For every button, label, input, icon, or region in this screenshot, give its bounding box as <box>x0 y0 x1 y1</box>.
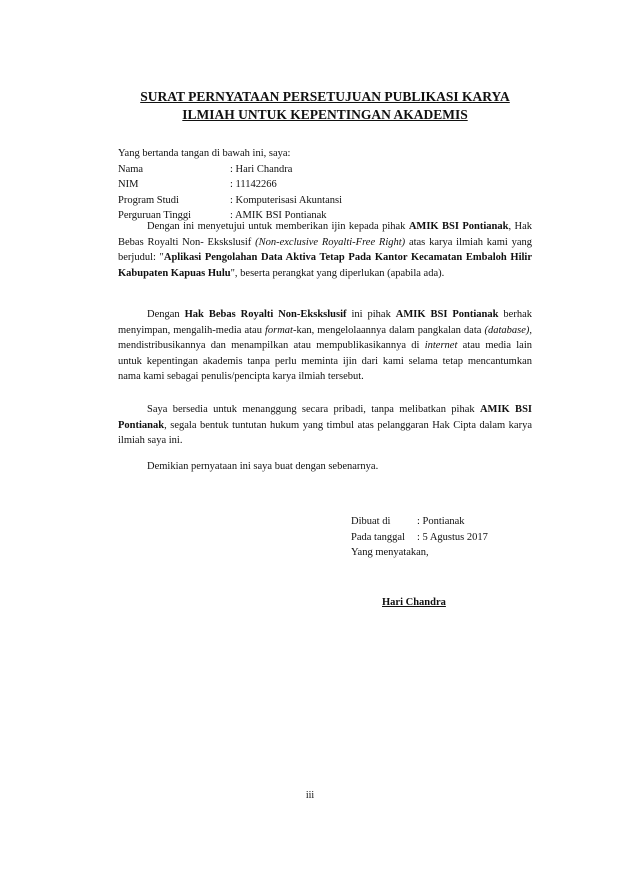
field-row-program <box>118 193 532 209</box>
closing-text: Yang menyatakan, <box>351 547 429 558</box>
date-label: Pada tanggal <box>351 531 405 543</box>
place-label: Dibuat di <box>351 516 391 527</box>
field-value: : Komputerisasi Akuntansi <box>230 194 342 206</box>
text-run: Saya bersedia untuk menanggung secara pribadi, tanpa melibatkan pihak <box>147 404 480 415</box>
date-value: : 5 Agustus 2017 <box>417 531 488 543</box>
signatory-name: Hari Chandra <box>382 597 446 608</box>
date-row <box>351 530 488 546</box>
text-run: , Hak Bebas Royalti Non- Ekskslusif <box>118 221 532 248</box>
text-run: ", beserta perangkat yang diperlukan (apabila ada). <box>230 267 445 279</box>
text-run: Dengan <box>147 309 185 320</box>
place-row <box>351 514 488 530</box>
text-run: ini pihak <box>346 309 396 320</box>
text-run-italic: internet <box>424 340 458 351</box>
field-value: : AMIK BSI Pontianak <box>230 210 327 221</box>
paragraph-closing: Demikian pernyataan ini saya buat dengan sebenarnya. <box>147 461 379 472</box>
field-value: : 11142266 <box>230 179 277 190</box>
title-line-2: ILMIAH UNTUK KEPENTINGAN AKADEMIS <box>182 107 468 122</box>
paragraph-liability <box>118 402 532 449</box>
paragraph-rights <box>118 307 532 385</box>
institution-name: AMIK BSI Pontianak <box>118 404 532 431</box>
field-row-name <box>118 162 532 178</box>
institution-name: AMIK BSI Pontianak <box>395 309 499 320</box>
text-run: , segala bentuk tuntutan hukum yang timbul atas pelanggaran Hak Cipta dalam karya ilmiah saya ini. <box>118 419 532 446</box>
text-run: Dengan ini menyetujui untuk memberikan ijin kepada pihak <box>147 221 409 232</box>
field-row-nim <box>118 177 532 193</box>
text-run: berhak menyimpan, mengalih-media atau <box>118 309 533 336</box>
field-label: Nama <box>118 163 144 175</box>
document-title <box>118 88 532 124</box>
text-run-italic: format <box>264 324 293 336</box>
text-run: atau media lain untuk kepentingan akademis tanpa perlu meminta ijin dari kami selama tetap mencantumkan nama kami sebagai penulis/pencipta karya ilmiah tersebut. <box>118 340 532 382</box>
text-run: -kan, mengelolaannya dalam pangkalan data <box>292 324 485 336</box>
text-run-bold: Hak Bebas Royalti Non-Ekskslusif <box>184 309 347 320</box>
field-label: Perguruan Tinggi <box>118 210 192 221</box>
signature-block <box>351 514 488 561</box>
text-run-italic: (database) <box>484 324 530 336</box>
thesis-title: Aplikasi Pengolahan Data Aktiva Tetap Pada Kantor Kecamatan Embaloh Hilir Kabupaten Kapuas Hulu <box>118 252 532 279</box>
identity-block <box>118 146 532 224</box>
intro-text: Yang bertanda tangan di bawah ini, saya: <box>118 148 291 159</box>
text-run: , mendistribusikannya dan menampilkan atau mempublikasikannya di <box>118 324 532 351</box>
text-run: atas karya ilmiah kami yang berjudul: " <box>118 236 532 263</box>
text-run-italic: (Non-exclusive Royalti-Free Right) <box>255 236 406 248</box>
institution-name: AMIK BSI Pontianak <box>408 221 509 232</box>
title-line-1: SURAT PERNYATAAN PERSETUJUAN PUBLIKASI KARYA <box>140 89 510 104</box>
field-label: Program Studi <box>118 194 179 206</box>
field-label: NIM <box>118 179 139 190</box>
page-number: iii <box>305 790 315 801</box>
field-value: : Hari Chandra <box>230 163 293 175</box>
place-value: : Pontianak <box>417 516 465 527</box>
paragraph-consent <box>118 219 532 281</box>
